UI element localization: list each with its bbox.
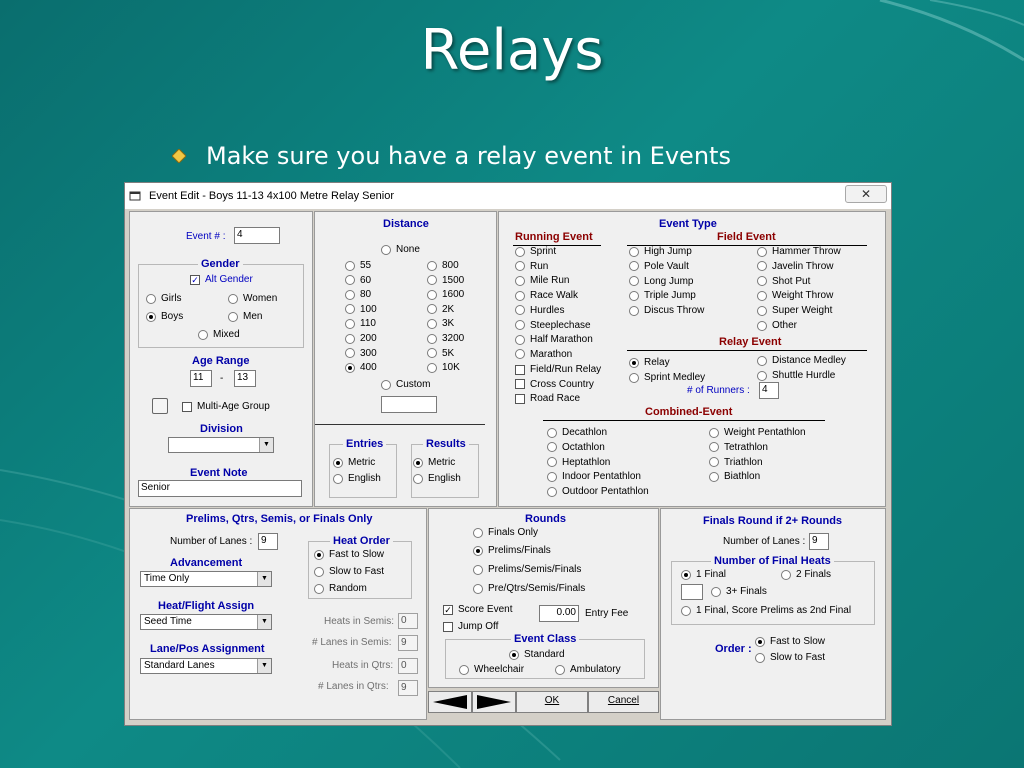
window-icon [129, 190, 143, 202]
gender-mixed-radio[interactable]: Mixed [198, 329, 240, 340]
distance-panel [314, 211, 497, 507]
running-event-checkbox-2[interactable]: Road Race [515, 393, 580, 404]
divider [315, 424, 485, 425]
bullet-text: Make sure you have a relay event in Events [206, 142, 731, 170]
shuttle-hurdle-radio[interactable]: Shuttle Hurdle [757, 370, 835, 381]
event-note-title: Event Note [190, 467, 248, 479]
dialog-title: Event Edit - Boys 11-13 4x100 Metre Relay Senior [149, 190, 394, 202]
gender-title: Gender [198, 258, 243, 270]
distance-left-radio-0[interactable]: 55 [345, 260, 371, 271]
standard-class-radio[interactable]: Standard [509, 649, 565, 660]
distance-title: Distance [383, 218, 429, 230]
finals-only-radio[interactable]: Finals Only [473, 527, 538, 538]
field-event-radio-col2-0[interactable]: Hammer Throw [757, 246, 841, 257]
slide-title: Relays [420, 18, 604, 83]
distance-right-radio-4[interactable]: 3K [427, 318, 454, 329]
distance-none-radio[interactable]: None [381, 244, 420, 255]
finals-slow-to-fast-radio[interactable]: Slow to Fast [755, 652, 825, 663]
field-event-radio-col2-2[interactable]: Shot Put [757, 276, 810, 287]
event-number-input[interactable]: 4 [234, 227, 280, 244]
distance-right-radio-1[interactable]: 1500 [427, 275, 464, 286]
lane-assign-title: Lane/Pos Assignment [150, 643, 265, 655]
results-group [411, 444, 479, 498]
running-event-radio-4[interactable]: Hurdles [515, 305, 564, 316]
chevron-down-icon: ▼ [259, 438, 273, 452]
diamond-bullet-icon [172, 149, 186, 163]
wheelchair-class-radio[interactable]: Wheelchair [459, 664, 524, 675]
combined-event-radio-4[interactable]: Outdoor Pentathlon [547, 486, 649, 497]
heats-qtrs-input[interactable]: 0 [398, 658, 418, 674]
finals-fast-to-slow-radio[interactable]: Fast to Slow [755, 636, 825, 647]
arrow-right-icon [477, 695, 511, 709]
gender-girls-radio[interactable]: Girls [146, 293, 182, 304]
score-event-checkbox[interactable]: ✓ Score Event [444, 604, 513, 615]
entries-title: Entries [343, 438, 386, 450]
running-event-checkbox-1[interactable]: Cross Country [515, 379, 594, 390]
field-event-radio-col2-3[interactable]: Weight Throw [757, 290, 833, 301]
close-button[interactable]: ✕ [845, 185, 887, 203]
field-event-radio-1[interactable]: Pole Vault [629, 261, 689, 272]
runners-input[interactable]: 4 [759, 382, 779, 399]
running-event-radio-6[interactable]: Half Marathon [515, 334, 593, 345]
running-event-checkbox-0[interactable]: Field/Run Relay [515, 364, 601, 375]
previous-event-button[interactable] [428, 691, 472, 713]
combined-event-radio-col2-3[interactable]: Biathlon [709, 471, 760, 482]
running-event-radio-7[interactable]: Marathon [515, 349, 572, 360]
bullet-item [172, 142, 731, 170]
two-finals-radio[interactable]: 2 Finals [781, 569, 831, 580]
field-event-title: Field Event [717, 231, 776, 243]
field-event-radio-col2-1[interactable]: Javelin Throw [757, 261, 834, 272]
pre-qtrs-semis-finals-radio[interactable]: Pre/Qtrs/Semis/Finals [473, 583, 585, 594]
ok-button[interactable]: OK [516, 691, 588, 713]
heats-semis-input[interactable]: 0 [398, 613, 418, 629]
field-event-radio-2[interactable]: Long Jump [629, 276, 693, 287]
lane-assign-select[interactable]: Standard Lanes ▼ [140, 658, 272, 674]
distance-left-radio-3[interactable]: 100 [345, 304, 377, 315]
distance-right-radio-7[interactable]: 10K [427, 362, 460, 373]
finals-lanes-input[interactable]: 9 [809, 533, 829, 550]
arrow-left-icon [433, 695, 467, 709]
combined-event-radio-3[interactable]: Indoor Pentathlon [547, 471, 641, 482]
combined-event-radio-0[interactable]: Decathlon [547, 427, 607, 438]
one-final-radio[interactable]: 1 Final [681, 569, 726, 580]
gender-women-radio[interactable]: Women [228, 293, 277, 304]
results-metric-radio[interactable]: Metric [413, 457, 455, 468]
chevron-down-icon: ▼ [257, 659, 271, 673]
event-edit-dialog [124, 182, 892, 726]
running-event-radio-5[interactable]: Steeplechase [515, 320, 591, 331]
distance-right-radio-6[interactable]: 5K [427, 348, 454, 359]
entry-fee-label: Entry Fee [585, 608, 629, 619]
lanes-semis-label: # Lanes in Semis: [312, 637, 392, 648]
field-event-radio-col2-5[interactable]: Other [757, 320, 797, 331]
runners-label: # of Runners : [687, 385, 750, 396]
event-note-input[interactable]: Senior [138, 480, 302, 497]
heat-slow-to-fast-radio[interactable]: Slow to Fast [314, 566, 384, 577]
alt-gender-checkbox[interactable]: ✓ Alt Gender [191, 274, 253, 285]
division-title: Division [200, 423, 243, 435]
final-heats-title: Number of Final Heats [711, 555, 834, 567]
age-group-picker-button[interactable] [152, 398, 168, 414]
rounds-panel [428, 508, 659, 688]
results-title: Results [423, 438, 469, 450]
age-range-title: Age Range [192, 355, 250, 367]
heat-random-radio[interactable]: Random [314, 583, 367, 594]
ambulatory-class-radio[interactable]: Ambulatory [555, 664, 621, 675]
field-event-radio-col2-4[interactable]: Super Weight [757, 305, 832, 316]
distance-left-radio-5[interactable]: 200 [345, 333, 377, 344]
running-event-radio-2[interactable]: Mile Run [515, 275, 569, 286]
lanes-qtrs-label: # Lanes in Qtrs: [318, 681, 389, 692]
heats-semis-label: Heats in Semis: [324, 616, 395, 627]
prelims-finals-radio[interactable]: Prelims/Finals [473, 545, 551, 556]
field-event-radio-3[interactable]: Triple Jump [629, 290, 696, 301]
three-plus-finals-radio[interactable]: 3+ Finals [711, 586, 767, 597]
sprint-medley-radio[interactable]: Sprint Medley [629, 372, 705, 383]
heat-assign-select[interactable]: Seed Time ▼ [140, 614, 272, 630]
final-score-prelims-radio[interactable]: 1 Final, Score Prelims as 2nd Final [681, 605, 851, 616]
combined-event-title: Combined-Event [645, 406, 733, 418]
multi-age-group-checkbox[interactable]: Multi-Age Group [182, 401, 270, 412]
prelims-panel [129, 508, 427, 720]
chevron-down-icon: ▼ [257, 615, 271, 629]
distance-left-radio-1[interactable]: 60 [345, 275, 371, 286]
prelims-title: Prelims, Qtrs, Semis, or Finals Only [186, 513, 373, 525]
event-type-title: Event Type [659, 218, 717, 230]
cancel-button[interactable]: Cancel [588, 691, 659, 713]
heats-qtrs-label: Heats in Qtrs: [332, 660, 394, 671]
distance-right-radio-3[interactable]: 2K [427, 304, 454, 315]
heat-assign-title: Heat/Flight Assign [158, 600, 255, 612]
combined-event-radio-col2-1[interactable]: Tetrathlon [709, 442, 768, 453]
entry-fee-input[interactable]: 0.00 [539, 605, 579, 622]
distance-left-radio-6[interactable]: 300 [345, 348, 377, 359]
finals-lanes-label: Number of Lanes : [723, 536, 806, 547]
finals-panel [660, 508, 886, 720]
running-event-radio-3[interactable]: Race Walk [515, 290, 578, 301]
distance-left-radio-4[interactable]: 110 [345, 318, 376, 329]
entries-english-radio[interactable]: English [333, 473, 381, 484]
chevron-down-icon: ▼ [257, 572, 271, 586]
event-number-label: Event # : [186, 231, 226, 242]
distance-right-radio-0[interactable]: 800 [427, 260, 459, 271]
field-event-radio-4[interactable]: Discus Throw [629, 305, 704, 316]
age-separator: - [220, 373, 224, 384]
distance-left-radio-7[interactable]: 400 [345, 362, 377, 373]
field-event-radio-0[interactable]: High Jump [629, 246, 692, 257]
combined-event-radio-col2-0[interactable]: Weight Pentathlon [709, 427, 806, 438]
gender-boys-radio[interactable]: Boys [146, 311, 183, 322]
advancement-select[interactable]: Time Only ▼ [140, 571, 272, 587]
lanes-qtrs-input[interactable]: 9 [398, 680, 418, 696]
distance-right-radio-5[interactable]: 3200 [427, 333, 464, 344]
running-event-radio-0[interactable]: Sprint [515, 246, 556, 257]
jump-off-checkbox[interactable]: Jump Off [443, 621, 498, 632]
dialog-titlebar [125, 183, 891, 209]
distance-left-radio-2[interactable]: 80 [345, 289, 371, 300]
relay-underline [627, 350, 867, 351]
running-event-radio-1[interactable]: Run [515, 261, 548, 272]
relay-event-title: Relay Event [719, 336, 782, 348]
heat-fast-to-slow-radio[interactable]: Fast to Slow [314, 549, 384, 560]
combined-event-radio-2[interactable]: Heptathlon [547, 457, 610, 468]
rounds-title: Rounds [525, 513, 566, 525]
distance-right-radio-2[interactable]: 1600 [427, 289, 464, 300]
prelims-lanes-input[interactable]: 9 [258, 533, 278, 550]
results-english-radio[interactable]: English [413, 473, 461, 484]
lanes-semis-input[interactable]: 9 [398, 635, 418, 651]
division-select[interactable] [168, 437, 274, 453]
advancement-title: Advancement [170, 557, 243, 569]
finals-title: Finals Round if 2+ Rounds [703, 515, 843, 527]
running-event-title: Running Event [515, 231, 593, 243]
age-to-input[interactable]: 13 [234, 370, 256, 387]
combined-event-radio-1[interactable]: Octathlon [547, 442, 605, 453]
order-label: Order : [715, 643, 752, 655]
prelims-semis-finals-radio[interactable]: Prelims/Semis/Finals [473, 564, 581, 575]
entries-metric-radio[interactable]: Metric [333, 457, 375, 468]
combined-event-radio-col2-2[interactable]: Triathlon [709, 457, 763, 468]
distance-medley-radio[interactable]: Distance Medley [757, 355, 846, 366]
distance-custom-radio[interactable]: Custom [381, 379, 430, 390]
event-class-title: Event Class [511, 633, 579, 645]
event-info-panel [129, 211, 313, 507]
event-type-panel [498, 211, 886, 507]
gender-men-radio[interactable]: Men [228, 311, 262, 322]
heat-order-title: Heat Order [330, 535, 393, 547]
combined-underline [543, 420, 825, 421]
age-from-input[interactable]: 11 [190, 370, 212, 387]
next-event-button[interactable] [472, 691, 516, 713]
prelims-lanes-label: Number of Lanes : [170, 536, 253, 547]
custom-distance-input[interactable] [381, 396, 437, 413]
entries-group [329, 444, 397, 498]
finals-count-input[interactable] [681, 584, 703, 600]
relay-radio[interactable]: Relay [629, 357, 670, 368]
